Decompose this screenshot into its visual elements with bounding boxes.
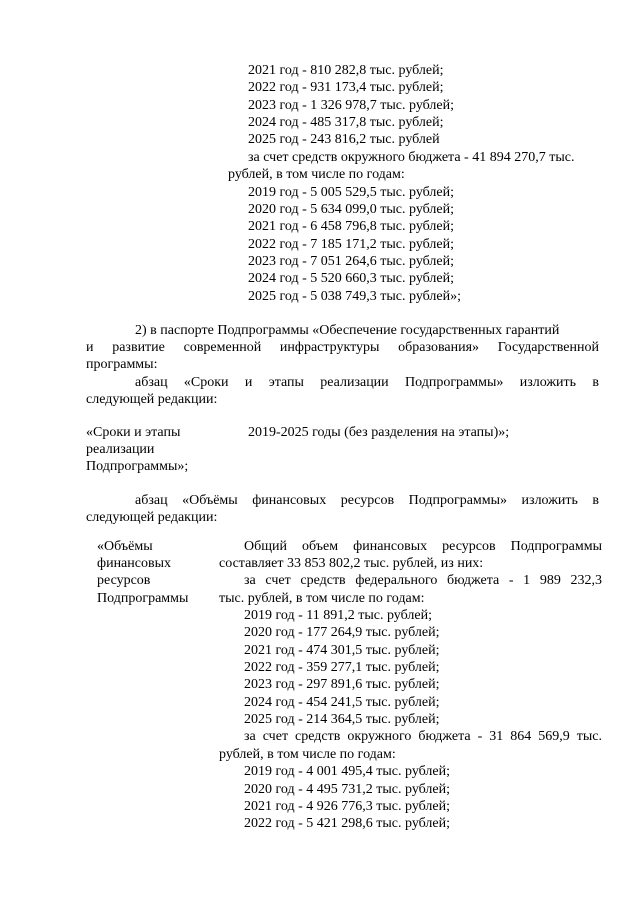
volume-label-line: Подпрограммы (97, 591, 189, 606)
budget-line: 2020 год - 5 634 099,0 тыс. рублей; (248, 202, 455, 217)
paragraph-line: 2) в паспорте Подпрограммы «Обеспечение государственных гарантий (135, 323, 560, 338)
volume-line: 2023 год - 297 891,6 тыс. рублей; (244, 677, 440, 692)
budget-line: 2019 год - 5 005 529,5 тыс. рублей; (248, 185, 455, 200)
paragraph-line: и развитие современной инфраструктуры образования» Государственной (86, 340, 599, 355)
volume-line: 2022 год - 359 277,1 тыс. рублей; (244, 660, 440, 675)
volume-label-line: «Объёмы (97, 539, 153, 554)
volume-line: 2020 год - 177 264,9 тыс. рублей; (244, 625, 440, 640)
budget-line: 2021 год - 6 458 796,8 тыс. рублей; (248, 219, 455, 234)
volume-line: за счет средств федерального бюджета - 1 989 232,3 (244, 573, 602, 588)
volume-line: 2021 год - 4 926 776,3 тыс. рублей; (244, 799, 451, 814)
budget-line: 2022 год - 7 185 171,2 тыс. рублей; (248, 237, 455, 252)
budget-line: 2021 год - 810 282,8 тыс. рублей; (248, 63, 444, 78)
terms-label-line: «Сроки и этапы (86, 425, 181, 440)
budget-line: 2022 год - 931 173,4 тыс. рублей; (248, 80, 444, 95)
volume-line: за счет средств окружного бюджета - 31 864 569,9 тыс. (244, 729, 602, 744)
volume-line: 2021 год - 474 301,5 тыс. рублей; (244, 643, 440, 658)
volume-line: 2019 год - 4 001 495,4 тыс. рублей; (244, 764, 451, 779)
volume-line: 2024 год - 454 241,5 тыс. рублей; (244, 695, 440, 710)
budget-line: 2023 год - 7 051 264,6 тыс. рублей; (248, 254, 455, 269)
terms-label-line: Подпрограммы»; (86, 459, 189, 474)
terms-label-line: реализации (86, 442, 155, 457)
paragraph-line: абзац «Сроки и этапы реализации Подпрограммы» изложить в (135, 375, 599, 390)
volume-line: 2020 год - 4 495 731,2 тыс. рублей; (244, 782, 451, 797)
paragraph-line: следующей редакции: (86, 510, 218, 525)
volume-label-line: финансовых (97, 556, 171, 571)
budget-line: 2025 год - 5 038 749,3 тыс. рублей»; (248, 289, 462, 304)
volume-line: 2025 год - 214 364,5 тыс. рублей; (244, 712, 440, 727)
budget-line: за счет средств окружного бюджета - 41 894 270,7 тыс. (248, 150, 575, 165)
paragraph-line: следующей редакции: (86, 392, 218, 407)
volume-line: 2022 год - 5 421 298,6 тыс. рублей; (244, 816, 451, 831)
volume-line: Общий объем финансовых ресурсов Подпрограммы (244, 539, 602, 554)
budget-line: 2024 год - 485 317,8 тыс. рублей; (248, 115, 444, 130)
budget-line: 2023 год - 1 326 978,7 тыс. рублей; (248, 98, 455, 113)
budget-line: рублей, в том числе по годам: (228, 167, 405, 182)
paragraph-line: программы: (86, 357, 158, 372)
volume-label-line: ресурсов (97, 573, 151, 588)
budget-line: 2025 год - 243 816,2 тыс. рублей (248, 132, 440, 147)
volume-line: составляет 33 853 802,2 тыс. рублей, из них: (219, 556, 484, 571)
volume-line: тыс. рублей, в том числе по годам: (219, 591, 425, 606)
budget-line: 2024 год - 5 520 660,3 тыс. рублей; (248, 271, 455, 286)
paragraph-line: абзац «Объёмы финансовых ресурсов Подпрограммы» изложить в (135, 493, 599, 508)
volume-line: рублей, в том числе по годам: (219, 747, 396, 762)
volume-line: 2019 год - 11 891,2 тыс. рублей; (244, 608, 432, 623)
terms-value: 2019-2025 годы (без разделения на этапы)»; (248, 425, 510, 440)
